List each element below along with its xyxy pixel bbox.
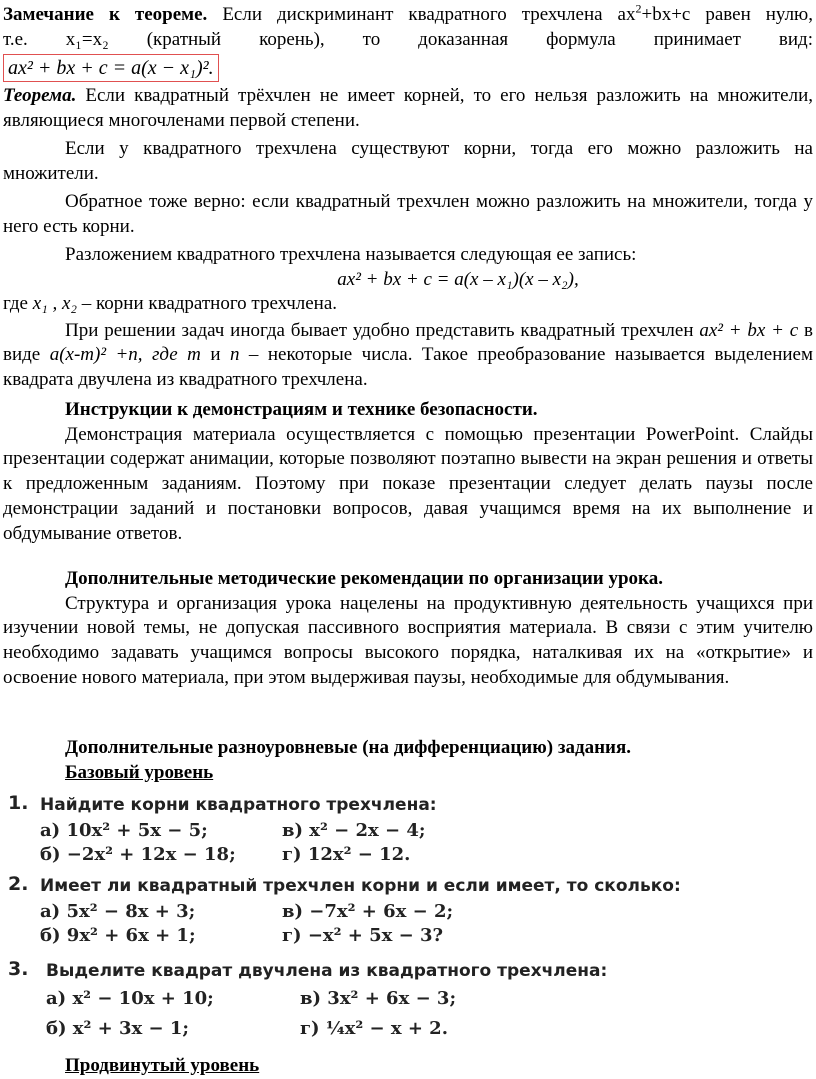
task-1-question: Найдите корни квадратного трехчлена: xyxy=(40,795,437,815)
theorem-p2: Если у квадратного трехчлена существуют корни, тогда его можно разложить на множители. xyxy=(3,138,813,184)
theorem-p6-f2: a(x-m)² +n, где m xyxy=(49,344,201,365)
theorem-p6-d: – некоторые числа. Такое преобразование называется выделением квадрата двучлена из квадратного трехчлена. xyxy=(3,344,814,390)
methodical-text: Структура и организация урока нацелены на продуктивную деятельность учащихся при изучении новой темы, не допуская пассивного восприятия материала. В связи с этим учителю необходимо задавать учащимся вопросы высокого порядка, наталкивая их на «открытие» и освоение нового материала, при этом выдерживая паузы, необходимые для обдумывания. xyxy=(3,592,813,688)
theorem-p5-vars: x₁ , x₂ xyxy=(32,293,78,314)
theorem-p6-f3: n xyxy=(229,344,240,365)
instructions-heading: Инструкции к демонстрациям и технике безопасности. xyxy=(65,399,538,420)
task-3-question: Выделите квадрат двучлена из квадратного трехчлена: xyxy=(46,961,608,981)
task-3-number: 3. xyxy=(8,958,29,980)
task-2-number: 2. xyxy=(8,873,29,895)
task-3-c: б) x² + 3x − 1; xyxy=(46,1018,190,1039)
theorem-p4: Разложением квадратного трехчлена называется следующая ее запись: xyxy=(65,244,637,265)
theorem-p6-c: и xyxy=(200,344,230,365)
task-2-b: в) −7x² + 6x − 2; xyxy=(282,901,454,922)
theorem-formula: ax² + bx + c = a(x – x₁)(x – x₂), xyxy=(337,268,579,290)
theorem-p3: Обратное тоже верно: если квадратный трехчлен можно разложить на множители, тогда у него есть корни. xyxy=(3,191,813,237)
task-2-a: а) 5x² − 8x + 3; xyxy=(40,901,196,922)
theorem-title: Теорема. xyxy=(3,85,77,106)
remark-text-end: +bx+c равен нулю, xyxy=(641,4,813,25)
theorem-p5-end: – корни квадратного трехчлена. xyxy=(77,293,338,314)
remark-formula-box: ax² + bx + c = a(x − x₁)². xyxy=(3,54,219,82)
task-1-number: 1. xyxy=(8,792,29,814)
task-2-question: Имеет ли квадратный трехчлен корни и если имеет, то сколько: xyxy=(40,876,681,896)
task-3-d: г) ¼x² − x + 2. xyxy=(300,1018,448,1039)
task-2-c: б) 9x² + 6x + 1; xyxy=(40,925,196,946)
task-1-b: в) x² − 2x − 4; xyxy=(282,820,426,841)
theorem-p6-b: в виде xyxy=(3,319,814,365)
task-3-b: в) 3x² + 6x − 3; xyxy=(300,988,457,1009)
theorem-p5-start: где xyxy=(3,293,33,314)
remark-text: Если дискриминант квадратного трехчлена ax xyxy=(222,4,636,25)
task-3-a: а) x² − 10x + 10; xyxy=(46,988,214,1009)
task-1-c: б) −2x² + 12x − 18; xyxy=(40,844,236,865)
advanced-level-line xyxy=(65,1054,259,1078)
tasks-heading: Дополнительные разноуровневые (на дифференциацию) задания. xyxy=(65,737,632,758)
task-1-a: а) 10x² + 5x − 5; xyxy=(40,820,208,841)
theorem-p6-f1: ax² + bx + c xyxy=(699,319,799,341)
remark-title: Замечание к теореме. xyxy=(3,4,208,25)
theorem-text: Если квадратный трёхчлен не имеет корней, то его нельзя разложить на множители, являющиеся многочленами первой степени. xyxy=(3,85,813,131)
task-1-d: г) 12x² − 12. xyxy=(282,844,411,865)
advanced-level-title: Продвинутый уровень xyxy=(65,1055,260,1076)
theorem-p6-a: При решении задач иногда бывает удобно представить квадратный трехчлен xyxy=(65,319,700,341)
remark-sup: 2 xyxy=(635,1,642,16)
basic-level-title: Базовый уровень xyxy=(65,761,214,783)
methodical-heading: Дополнительные методические рекомендации по организации урока. xyxy=(65,568,663,589)
task-2-d: г) −x² + 5x − 3? xyxy=(282,925,444,946)
remark-line-2: т.е. x₁=x₂ (кратный корень), то доказанная формула принимает вид: xyxy=(3,29,813,50)
instructions-text: Демонстрация материала осуществляется с помощью презентации PowerPoint. Слайды презентации содержат анимации, которые позволяют поэтапно вывести на экран решения и ответы к предложенным заданиям. Поэтому при показе презентации следует делать паузы после демонстрации заданий и постановки вопросов, давая учащимся время на их выполнение и обдумывание ответов. xyxy=(3,423,813,544)
